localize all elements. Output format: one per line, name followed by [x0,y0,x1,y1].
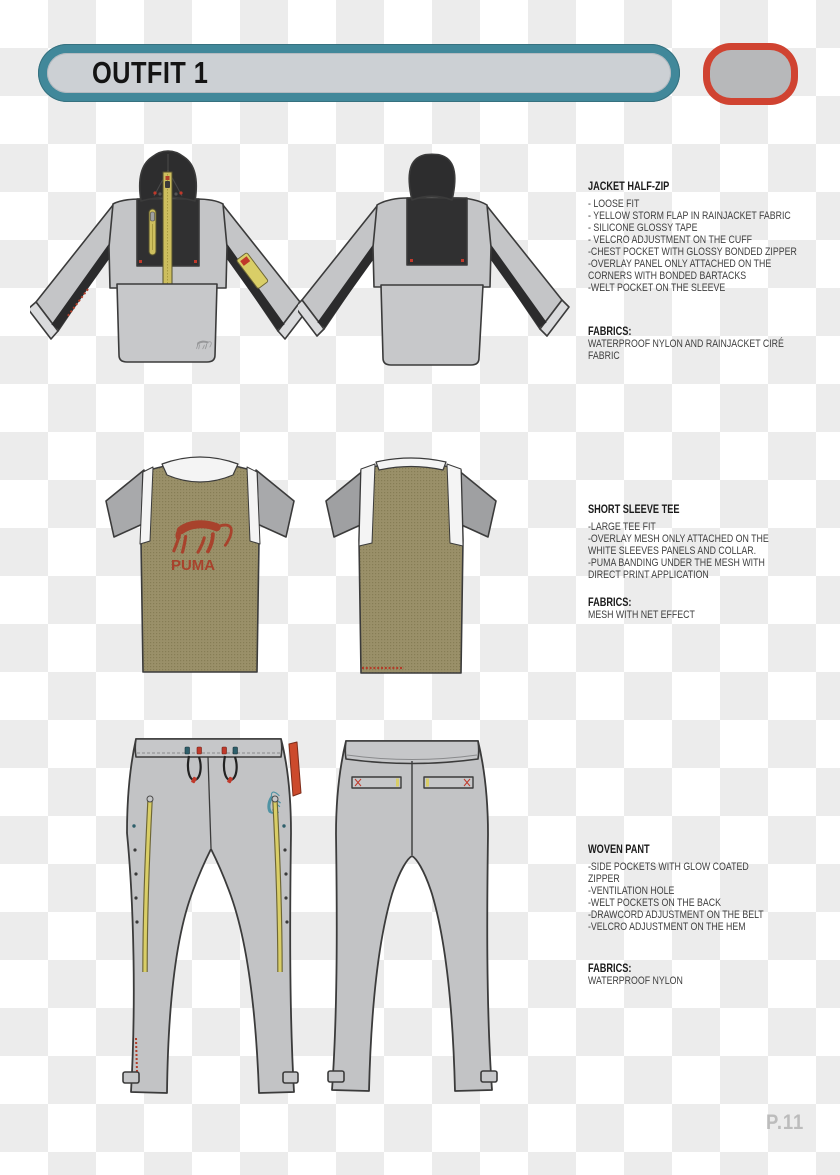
jacket-fabrics-label: FABRICS: [588,326,632,339]
pants-front-body [127,739,294,1093]
pants-back-waistband [345,741,479,764]
spec-line: ZIPPER [588,873,620,886]
spec-line: -CHEST POCKET WITH GLOSSY BONDED ZIPPER [588,246,797,259]
tee-back-drawing [318,453,522,687]
spec-line: DIRECT PRINT APPLICATION [588,569,709,582]
pants-front-waistband [135,739,282,757]
spec-line: -SIDE POCKETS WITH GLOW COATED [588,861,749,873]
spec-line: -WELT POCKETS ON THE BACK [588,897,722,910]
spec-line: -VELCRO ADJUSTMENT ON THE HEM [588,921,746,934]
tee-spec-block [588,504,796,621]
tee-spec-title: SHORT SLEEVE TEE [588,504,680,516]
jacket-back-overlay-panel [381,285,483,365]
jacket-back-hood [409,154,455,200]
spec-line: -LARGE TEE FIT [588,521,656,533]
pants-front-drawing [103,723,322,1115]
jacket-front-drawing [30,140,316,392]
pants-back-welt-pocket-right [424,777,473,788]
fabrics-line: FABRIC [588,350,620,363]
pants-back-hem-tab-right [481,1071,497,1082]
fabrics-line: WATERPROOF NYLON [588,975,683,988]
spec-line: - SILICONE GLOSSY TAPE [588,222,698,235]
tee-back-left-shoulder-panel [359,464,375,546]
tee-back-body [359,463,463,674]
pants-hem-tab-right [283,1072,298,1083]
spec-line: WHITE SLEEVES PANELS AND COLLAR. [588,545,757,558]
jacket-spec-block [588,181,796,362]
fabrics-line: WATERPROOF NYLON AND RAINJACKET CIRÉ [588,338,784,351]
outfit-title-bar [38,44,680,102]
spec-line: -OVERLAY MESH ONLY ATTACHED ON THE [588,533,769,546]
outfit-title-pill [47,53,671,93]
pant-spec-block [588,844,796,987]
page-title: OUTFIT 1 [92,55,209,90]
fabrics-line: MESH WITH NET EFFECT [588,609,695,622]
spec-line: -DRAWCORD ADJUSTMENT ON THE BELT [588,909,764,922]
spec-line: - LOOSE FIT [588,198,640,210]
pants-hem-tab-left [123,1072,139,1083]
jacket-front-left-sleeve [36,205,119,331]
puma-brand-badge [703,43,798,105]
tee-fabrics-label: FABRICS: [588,597,632,610]
tee-front-drawing [98,453,302,687]
pant-fabrics-label: FABRICS: [588,963,632,976]
tee-puma-wordmark: PUMA [171,557,216,574]
jacket-back-drawing [298,140,584,392]
spec-line: CORNERS WITH BONDED BARTACKS [588,270,747,283]
jacket-spec-title: JACKET HALF-ZIP [588,181,670,193]
pants-back-drawing [323,723,542,1115]
spec-line: -OVERLAY PANEL ONLY ATTACHED ON THE [588,258,772,271]
spec-line: - YELLOW STORM FLAP IN RAINJACKET FABRIC [588,210,791,223]
jacket-back-left-sleeve [302,206,383,329]
pants-back-welt-pocket-left [352,777,401,788]
spec-line: -WELT POCKET ON THE SLEEVE [588,282,726,295]
pants-back-hem-tab-left [328,1071,344,1082]
page-number: P.11 [766,1111,805,1134]
jacket-back-panel [407,198,467,265]
jacket-back-right-sleeve [481,206,562,329]
spec-line: - VELCRO ADJUSTMENT ON THE CUFF [588,234,752,247]
puma-brand-badge-inner [710,50,791,98]
tee-back-right-shoulder-panel [447,464,463,546]
pant-spec-title: WOVEN PANT [588,844,650,856]
jacket-front-overlay-panel [117,284,217,362]
spec-line: -PUMA BANDING UNDER THE MESH WITH [588,557,765,570]
pants-side-tab [289,742,301,796]
spec-line: -VENTILATION HOLE [588,885,675,898]
